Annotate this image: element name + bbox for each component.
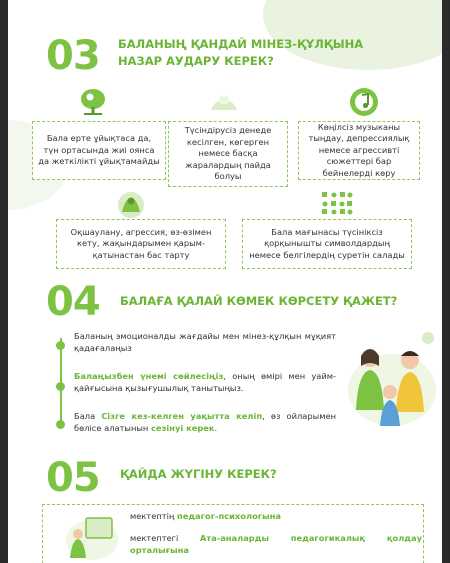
contact-support-center	[130, 532, 422, 557]
timeline-dot	[56, 382, 65, 391]
section-title-05: ҚАЙДА ЖҮГІНУ КЕРЕК?	[120, 467, 277, 481]
help-text: Бала	[74, 411, 102, 421]
sign-text: Көңілсіз музыканы тыңдау, депрессиялық немесе агрессивті сюжеттері бар бейнелерді көру	[308, 121, 410, 178]
leaflet-page	[8, 0, 442, 563]
consultation-illustration	[64, 510, 120, 560]
contact-highlight: Ата-аналарды педагогикалық қолдау орталығына	[130, 533, 422, 556]
section-title-03	[118, 36, 363, 69]
hands-icon	[208, 90, 240, 116]
sign-text: Түсіндірусіз денеде кесілген, көгерген немесе басқа жаралардың пайда болуы	[184, 125, 272, 182]
help-item-observe	[74, 330, 336, 355]
section-number-03: 03	[46, 33, 100, 79]
help-text: , өз ойларымен бөлісе алатынын	[74, 411, 336, 434]
title-line: БАЛАНЫҢ ҚАНДАЙ МІНЕЗ-ҚҰЛҚЫНА	[118, 37, 364, 51]
contact-text: мектептегі	[130, 533, 200, 543]
isolation-icon	[116, 190, 146, 220]
sleep-tree-icon	[78, 88, 108, 116]
help-item-talk	[74, 370, 336, 395]
section-title-04: БАЛАҒА ҚАЛАЙ КӨМЕК КӨРСЕТУ ҚАЖЕТ?	[120, 294, 398, 308]
help-text: Баланың эмоционалды жағдайы мен мінез-құлқын мұқият қадағалаңыз	[74, 331, 336, 354]
timeline-dot	[56, 420, 65, 429]
contact-psychologist	[130, 510, 281, 522]
symbols-icon	[320, 190, 354, 216]
sign-text: Оқшаулану, агрессия, өз-өзімен кету, жақындарымен қарым-қатынастан бас тарту	[70, 226, 212, 260]
family-illustration	[344, 330, 438, 430]
sign-box-injuries	[168, 121, 288, 187]
sign-box-isolation	[56, 219, 226, 269]
contact-text: мектептің	[130, 511, 177, 521]
title-line: НАЗАР АУДАРУ КЕРЕК?	[118, 53, 274, 68]
help-highlight: Балаңызбен үнемі сөйлесіңіз	[74, 371, 224, 381]
section-number-04: 04	[46, 279, 100, 325]
sign-box-music	[298, 121, 420, 180]
sign-text: Бала ерте ұйықтаса да, түн ортасында жиі оянса да жеткілікті ұйықтамайды	[38, 133, 160, 167]
help-item-trust	[74, 410, 336, 435]
help-text: , оның өмірі мен уайм-қайғысына қызығушылық танытыңыз.	[74, 371, 336, 394]
music-icon	[348, 86, 380, 118]
timeline-dot	[56, 341, 65, 350]
help-highlight: сезінуі керек	[151, 423, 215, 434]
sign-box-sleep	[32, 121, 166, 180]
contact-highlight: педагог-психологына	[177, 511, 281, 521]
help-highlight: Сізге кез-келген уақытта келіп	[101, 411, 263, 421]
help-text: .	[214, 423, 218, 434]
sign-box-symbols	[242, 219, 412, 269]
section-number-05: 05	[46, 455, 100, 501]
sign-text: Бала мағынасы түсініксіз қорқынышты символдардың немесе белгілердің суретін салады	[249, 226, 405, 260]
